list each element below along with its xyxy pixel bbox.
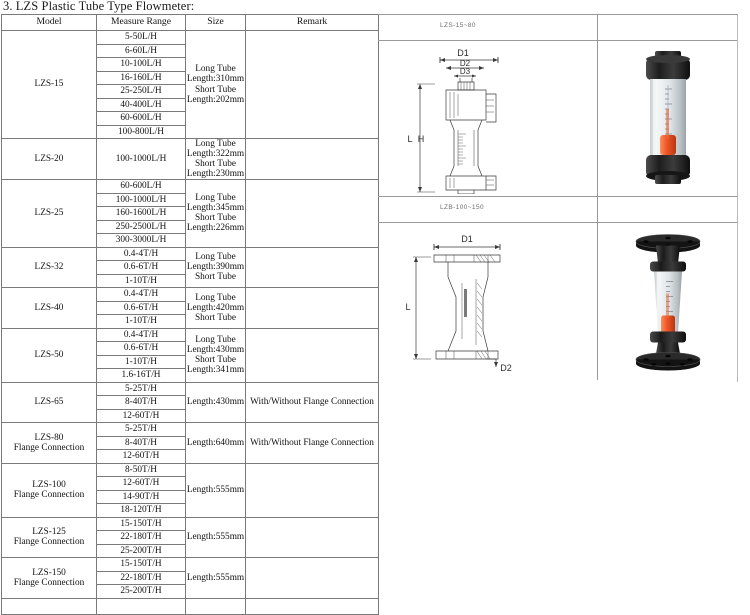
table-row xyxy=(2,180,379,194)
cell-measure-range: 12-60T/H xyxy=(97,477,186,491)
cell-remark xyxy=(246,288,379,329)
spec-table xyxy=(1,14,379,615)
spec-table-head xyxy=(2,15,379,31)
cell-measure-range: 5-25T/H xyxy=(97,423,186,437)
diagram-1-body xyxy=(378,41,738,197)
flanged-flowmeter-line-drawing xyxy=(388,227,588,377)
cell-measure-range: 15-150T/H xyxy=(97,558,186,572)
cell-measure-range: 5-50L/H xyxy=(97,31,186,45)
table-row xyxy=(2,31,379,45)
cell-measure-range: 12-60T/H xyxy=(97,409,186,423)
cell-measure-range: 8-40T/H xyxy=(97,396,186,410)
cell-model: LZS-20 xyxy=(2,139,97,180)
cell-measure-range: 22-180T/H xyxy=(97,571,186,585)
table-header-row xyxy=(2,15,379,31)
cell-model: LZS-125 Flange Connection xyxy=(2,517,97,558)
table-row xyxy=(2,328,379,342)
dim-label-D2: D2 xyxy=(459,58,470,68)
cell-measure-range: 0.6-6T/H xyxy=(97,342,186,356)
cell-size: Long Tube Length:345mm Short Tube Length:226mm xyxy=(186,180,246,248)
cell-measure-range: 1-10T/H xyxy=(97,315,186,329)
dim-label-D1: D1 xyxy=(456,47,469,58)
cell-size: Length:555mm xyxy=(186,558,246,599)
dim2-label-D2: D2 xyxy=(499,362,512,373)
cell-measure-range: 8-40T/H xyxy=(97,436,186,450)
diagram-2-title-divider xyxy=(597,197,598,222)
cell-remark xyxy=(246,139,379,180)
cell-size: Length:430mm xyxy=(186,382,246,423)
cell-size: Length:640mm xyxy=(186,423,246,464)
cell-remark xyxy=(246,517,379,558)
cell-measure-range: 0.4-4T/H xyxy=(97,288,186,302)
cell-remark xyxy=(246,558,379,599)
diagram-2-body xyxy=(378,223,738,380)
cell-measure-range: 1.6-16T/H xyxy=(97,369,186,383)
cell-measure-range: 1-10T/H xyxy=(97,355,186,369)
cell-measure-range: 300-3000L/H xyxy=(97,234,186,248)
cell-remark: With/Without Flange Connection xyxy=(246,423,379,464)
cell-footer xyxy=(246,598,379,614)
col-header-remark: Remark xyxy=(246,15,379,31)
dim2-label-D1: D1 xyxy=(460,233,473,244)
table-row xyxy=(2,139,379,180)
cell-model: LZS-25 xyxy=(2,180,97,248)
table-row xyxy=(2,558,379,572)
diagram-1-photo-cell xyxy=(598,41,738,196)
cell-measure-range: 8-50T/H xyxy=(97,463,186,477)
cell-size: Length:555mm xyxy=(186,463,246,517)
cell-measure-range: 60-600L/H xyxy=(97,180,186,194)
cell-measure-range: 1-10T/H xyxy=(97,274,186,288)
diagram-1-drawing-cell xyxy=(378,41,597,196)
cell-measure-range: 100-800L/H xyxy=(97,125,186,139)
cell-footer xyxy=(97,598,186,614)
cell-measure-range: 12-60T/H xyxy=(97,450,186,464)
diagram-block-2 xyxy=(378,197,738,380)
col-header-size: Size xyxy=(186,15,246,31)
cell-remark xyxy=(246,31,379,139)
diagram-panel xyxy=(378,14,738,380)
cell-remark xyxy=(246,463,379,517)
diagram-2-photo-cell xyxy=(598,223,738,380)
cell-model: LZS-15 xyxy=(2,31,97,139)
cell-size: Long Tube Length:430mm Short Tube Length:341mm xyxy=(186,328,246,382)
cell-measure-range: 25-200T/H xyxy=(97,585,186,599)
cell-measure-range: 40-400L/H xyxy=(97,98,186,112)
table-footer-row xyxy=(2,598,379,614)
table-row xyxy=(2,288,379,302)
diagram-2-title-row xyxy=(378,197,738,223)
diagram-1-title-divider xyxy=(597,15,598,40)
dim-label-D3: D3 xyxy=(459,66,470,76)
cell-size: Long Tube Length:310mm Short Tube Length:202mm xyxy=(186,31,246,139)
table-row xyxy=(2,247,379,261)
cell-model: LZS-40 xyxy=(2,288,97,329)
cell-measure-range: 100-1000L/H xyxy=(97,139,186,180)
cell-model: LZS-50 xyxy=(2,328,97,382)
cell-measure-range: 0.4-4T/H xyxy=(97,247,186,261)
diagram-block-1 xyxy=(378,15,738,197)
cell-model: LZS-80 Flange Connection xyxy=(2,423,97,464)
spec-table-container xyxy=(1,14,376,615)
cell-measure-range: 25-200T/H xyxy=(97,544,186,558)
diagram-1-title: LZS-15~80 xyxy=(440,22,476,29)
table-row xyxy=(2,463,379,477)
cell-remark xyxy=(246,180,379,248)
threaded-flowmeter-photo xyxy=(608,49,728,189)
cell-size: Long Tube Length:322mm Short Tube Length:230mm xyxy=(186,139,245,180)
diagram-2-title: LZB-100~150 xyxy=(440,204,484,211)
spec-table-body xyxy=(2,31,379,615)
cell-model: LZS-150 Flange Connection xyxy=(2,558,97,599)
cell-measure-range: 16-160L/H xyxy=(97,71,186,85)
cell-size: Long Tube Length:390mm Short Tube xyxy=(186,247,246,288)
cell-model: LZS-100 Flange Connection xyxy=(2,463,97,517)
cell-model: LZS-32 xyxy=(2,247,97,288)
cell-remark: With/Without Flange Connection xyxy=(246,382,379,423)
cell-model: LZS-65 xyxy=(2,382,97,423)
diagram-panel-right-edge xyxy=(737,14,738,382)
cell-measure-range: 100-1000L/H xyxy=(97,193,186,207)
cell-measure-range: 22-180T/H xyxy=(97,531,186,545)
cell-measure-range: 250-2500L/H xyxy=(97,220,186,234)
cell-remark xyxy=(246,328,379,382)
cell-measure-range: 10-100L/H xyxy=(97,58,186,72)
cell-footer xyxy=(186,598,246,614)
cell-measure-range: 6-60L/H xyxy=(97,44,186,58)
cell-measure-range: 0.6-6T/H xyxy=(97,261,186,275)
cell-remark xyxy=(246,247,379,288)
cell-size: Length:555mm xyxy=(186,517,246,558)
diagram-2-drawing-cell xyxy=(378,223,597,380)
cell-measure-range: 18-120T/H xyxy=(97,504,186,518)
table-row xyxy=(2,382,379,396)
cell-measure-range: 0.6-6T/H xyxy=(97,301,186,315)
cell-measure-range: 60-600L/H xyxy=(97,112,186,126)
cell-measure-range: 160-1600L/H xyxy=(97,207,186,221)
dim-label-H: H xyxy=(417,133,424,144)
cell-measure-range: 25-250L/H xyxy=(97,85,186,99)
table-row xyxy=(2,517,379,531)
table-row xyxy=(2,423,379,437)
threaded-flowmeter-line-drawing xyxy=(388,44,588,194)
cell-size: Long Tube Length:420mm Short Tube xyxy=(186,288,246,329)
cell-measure-range: 5-25T/H xyxy=(97,382,186,396)
cell-footer xyxy=(2,598,97,614)
diagram-1-title-row xyxy=(378,15,738,41)
dim2-label-L: L xyxy=(404,301,411,312)
page-title: 3. LZS Plastic Tube Type Flowmeter: xyxy=(3,0,195,13)
cell-measure-range: 0.4-4T/H xyxy=(97,328,186,342)
cell-measure-range: 14-90T/H xyxy=(97,490,186,504)
col-header-measure-range: Measure Range xyxy=(97,15,186,31)
col-header-model: Model xyxy=(2,15,97,31)
cell-measure-range: 15-150T/H xyxy=(97,517,186,531)
flanged-flowmeter-photo xyxy=(608,229,728,374)
dim-label-L: L xyxy=(406,133,413,144)
